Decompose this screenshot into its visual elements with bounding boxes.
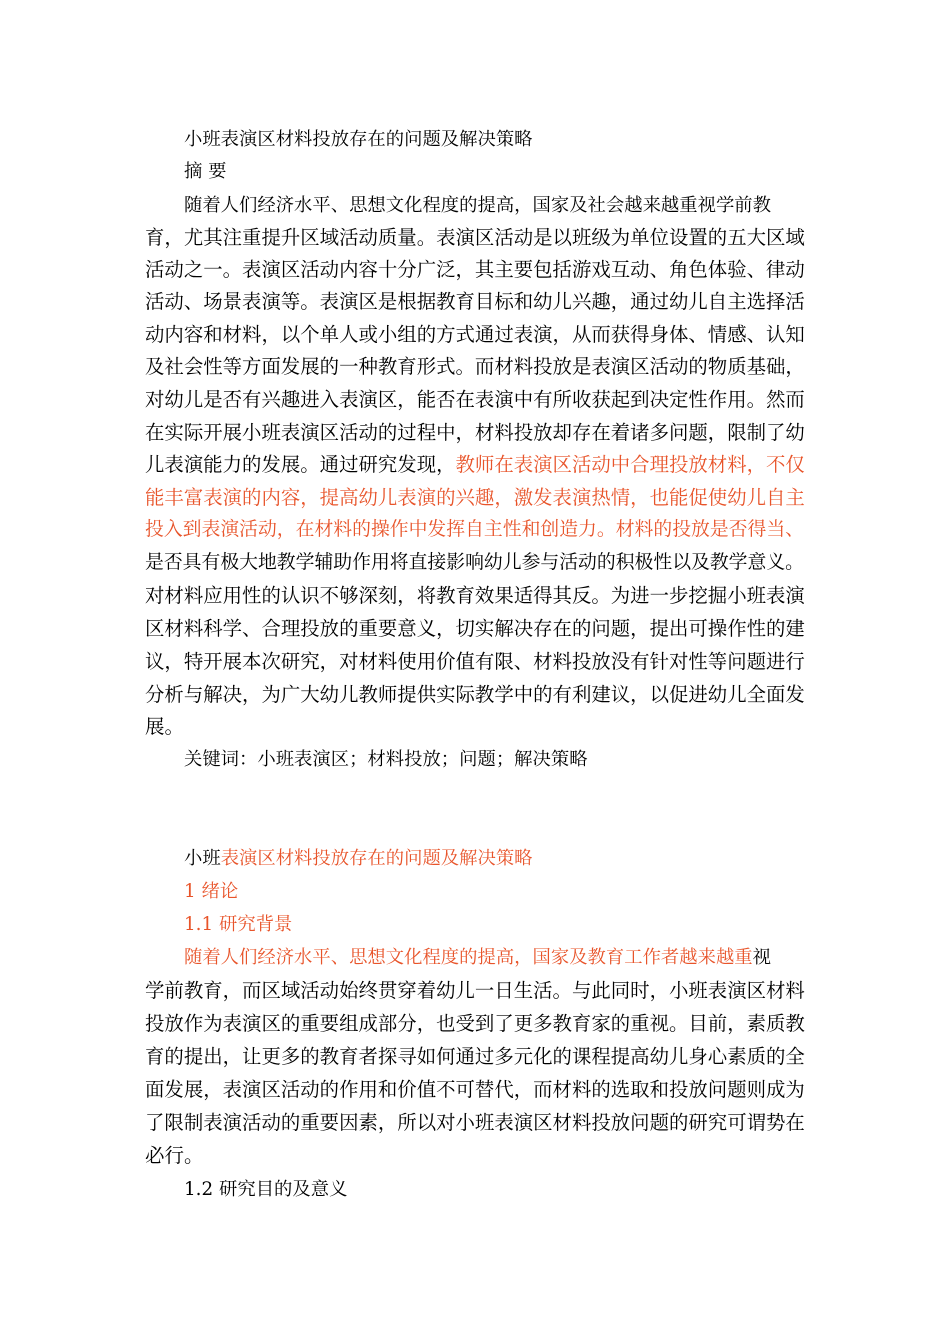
section-heading-1-2: 1.2 研究目的及意义 <box>184 1179 348 1200</box>
highlighted-text-run: 投入到表演活动，在材料的操作中发挥自主性和创造力。材料的投放是否得当、 <box>145 519 804 540</box>
body-title <box>184 843 844 875</box>
text-run: 活动、场景表演等。表演区是根据教育目标和幼儿兴趣，通过幼儿自主选择活 <box>145 290 805 313</box>
abstract-title: 小班表演区材料投放存在的问题及解决策略 <box>184 129 533 150</box>
text-run: 在实际开展小班表演区活动的过程中，材料投放却存在着诸多问题，限制了幼 <box>145 421 805 444</box>
text-run: 随着人们经济水平、思想文化程度的提高，国家及社会越来越重视学前教 <box>184 195 771 216</box>
abstract-line <box>145 384 805 416</box>
body-line <box>184 942 844 974</box>
text-run: 活动之一。表演区活动内容十分广泛，其主要包括游戏互动、角色体验、律动 <box>145 258 805 281</box>
text-run: 学前教育，而区域活动始终贯穿着幼儿一日生活。与此同时，小班表演区材料 <box>145 979 805 1002</box>
text-run: 对幼儿是否有兴趣进入表演区，能否在表演中有所收获起到决定性作用。然而 <box>145 388 805 411</box>
text-run: 是否具有极大地教学辅助作用将直接影响幼儿参与活动的积极性以及教学意义。 <box>145 552 804 573</box>
abstract-line <box>145 711 805 743</box>
highlighted-text-run: 能丰富表演的内容，提高幼儿表演的兴趣，激发表演热情，也能促使幼儿自主 <box>145 486 805 509</box>
text-run: 分析与解决，为广大幼儿教师提供实际教学中的有利建议，以促进幼儿全面发 <box>145 683 805 706</box>
abstract-line <box>145 613 805 645</box>
abstract-line <box>145 514 805 546</box>
body-line <box>145 1107 805 1139</box>
keywords: 关键词：小班表演区；材料投放；问题；解决策略 <box>184 749 588 770</box>
text-run: 展。 <box>145 715 185 738</box>
chapter-heading: 1 绪论 <box>184 881 239 902</box>
text-run: 对材料应用性的认识不够深刻，将教育效果适得其反。为进一步挖掘小班表演 <box>145 584 805 607</box>
body-line <box>145 1074 805 1106</box>
abstract-line <box>145 417 805 449</box>
abstract-line <box>145 482 805 514</box>
text-run: 育，尤其注重提升区域活动质量。表演区活动是以班级为单位设置的五大区域 <box>145 226 805 249</box>
body-line <box>145 975 805 1007</box>
abstract-line <box>145 449 805 481</box>
highlighted-text-run: 随着人们经济水平、思想文化程度的提高，国家及教育工作者越来越重 <box>184 947 753 968</box>
abstract-heading: 摘 要 <box>184 161 227 182</box>
text-run: 儿表演能力的发展。通过研究发现， <box>145 453 456 476</box>
abstract-line <box>145 547 805 579</box>
text-run: 投放作为表演区的重要组成部分，也受到了更多教育家的重视。目前，素质教 <box>145 1012 805 1035</box>
highlighted-text-run: 教师在表演区活动中合理投放材料，不仅 <box>455 453 805 476</box>
section-heading-1-1: 1.1 研究背景 <box>184 914 293 935</box>
abstract-line <box>145 319 805 351</box>
text-run: 及社会性等方面发展的一种教育形式。而材料投放是表演区活动的物质基础， <box>145 355 805 378</box>
text-run: 视 <box>752 947 771 968</box>
abstract-line <box>145 580 805 612</box>
abstract-line <box>145 646 805 678</box>
text-run: 动内容和材料，以个单人或小组的方式通过表演，从而获得身体、情感、认知 <box>145 323 805 346</box>
text-run: 育的提出，让更多的教育者探寻如何通过多元化的课程提高幼儿身心素质的全 <box>145 1045 805 1068</box>
title-highlighted: 表演区材料投放存在的问题及解决策略 <box>220 848 533 869</box>
text-run: 议，特开展本次研究，对材料使用价值有限、材料投放没有针对性等问题进行 <box>145 650 805 673</box>
body-line <box>145 1041 805 1073</box>
abstract-line <box>145 286 805 318</box>
abstract-line <box>145 222 805 254</box>
abstract-line <box>145 351 805 383</box>
abstract-line <box>184 190 844 222</box>
abstract-line <box>145 679 805 711</box>
text-run: 面发展，表演区活动的作用和价值不可替代，而材料的选取和投放问题则成为 <box>145 1078 805 1101</box>
abstract-line <box>145 254 805 286</box>
text-run: 必行。 <box>145 1144 204 1167</box>
title-prefix: 小班 <box>184 848 221 869</box>
body-line <box>145 1140 805 1172</box>
text-run: 了限制表演活动的重要因素，所以对小班表演区材料投放问题的研究可谓势在 <box>145 1111 805 1134</box>
body-line <box>145 1008 805 1040</box>
text-run: 区材料科学、合理投放的重要意义，切实解决存在的问题，提出可操作性的建 <box>145 617 805 640</box>
